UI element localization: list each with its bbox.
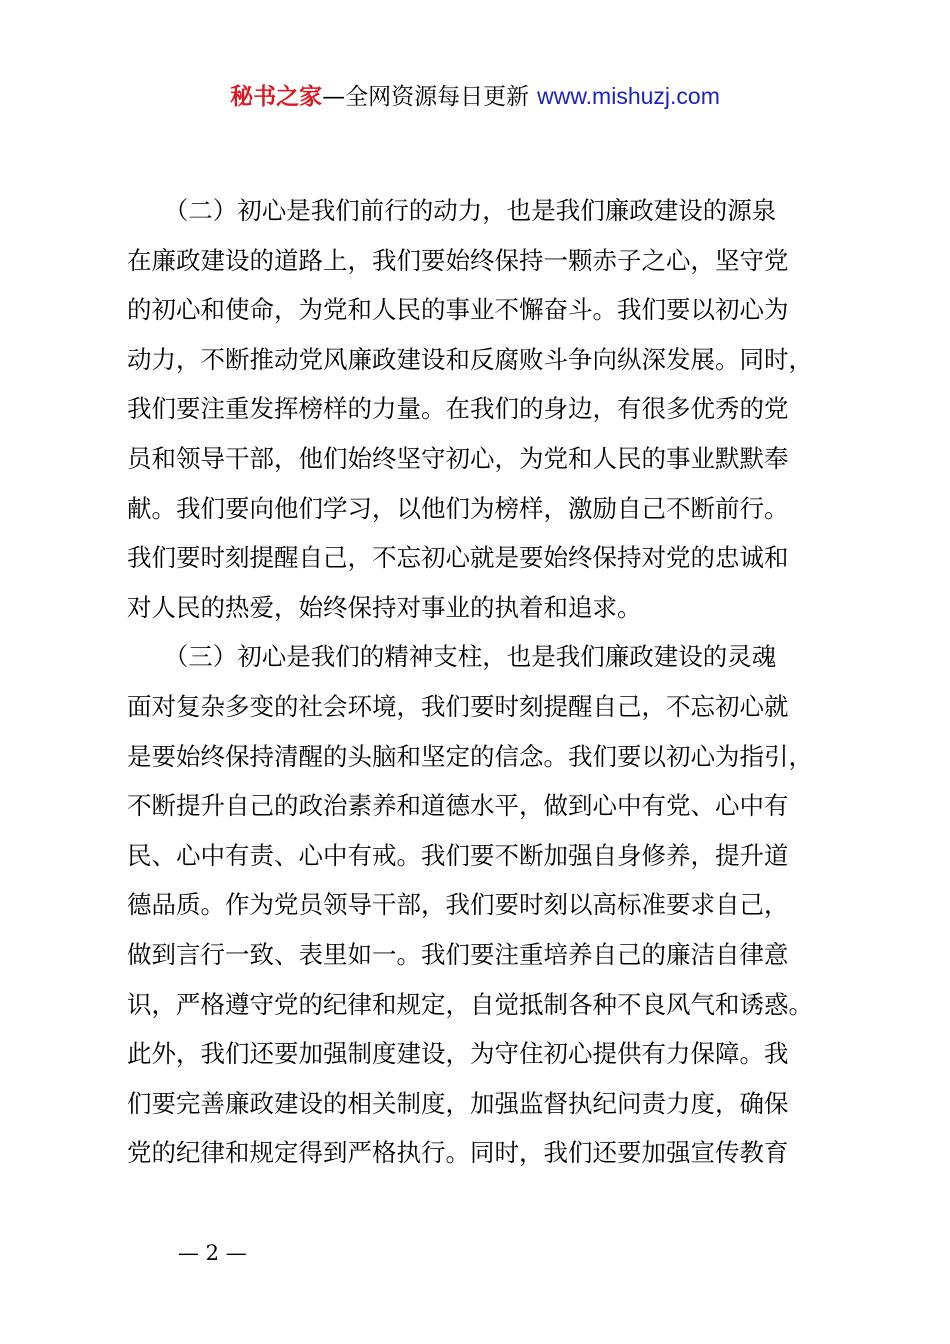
text-line: 德品质。作为党员领导干部，我们要时刻以高标准要求自己， — [127, 890, 789, 920]
text-line: （二）初心是我们前行的动力，也是我们廉政建设的源泉 — [127, 196, 777, 225]
text-line: 在廉政建设的道路上，我们要始终保持一颗赤子之心，坚守党 — [127, 245, 789, 275]
site-url-link[interactable]: www.mishuzj.com — [537, 83, 720, 109]
text-line: 献。我们要向他们学习，以他们为榜样，激励自己不断前行。 — [127, 493, 789, 523]
page-number: — 2 — — [178, 1241, 247, 1265]
site-brand: 秘书之家 — [230, 84, 323, 110]
page-header — [0, 80, 950, 113]
text-line: 是要始终保持清醒的头脑和坚定的信念。我们要以初心为指引， — [127, 741, 813, 771]
text-line: 不断提升自己的政治素养和道德水平，做到心中有党、心中有 — [127, 791, 789, 821]
text-line: 的初心和使命，为党和人民的事业不懈奋斗。我们要以初心为 — [127, 295, 789, 325]
text-line: 我们要注重发挥榜样的力量。在我们的身边，有很多优秀的党 — [127, 394, 789, 424]
text-line: 面对复杂多变的社会环境，我们要时刻提醒自己，不忘初心就 — [127, 691, 789, 721]
text-line: 做到言行一致、表里如一。我们要注重培养自己的廉洁自律意 — [127, 939, 789, 969]
text-line: 对人民的热爱，始终保持对事业的执着和追求。 — [127, 592, 642, 622]
header-tagline: —全网资源每日更新 — [322, 84, 530, 110]
text-line: 民、心中有责、心中有戒。我们要不断加强自身修养，提升道 — [127, 840, 789, 870]
text-line: 们要完善廉政建设的相关制度，加强监督执纪问责力度，确保 — [127, 1088, 789, 1118]
text-line: 识，严格遵守党的纪律和规定，自觉抵制各种不良风气和诱惑。 — [127, 989, 813, 1019]
document-body — [127, 186, 847, 1178]
text-line: 我们要时刻提醒自己，不忘初心就是要始终保持对党的忠诚和 — [127, 543, 789, 573]
text-line: 党的纪律和规定得到严格执行。同时，我们还要加强宣传教育 — [127, 1138, 789, 1168]
text-line: 动力，不断推动党风廉政建设和反腐败斗争向纵深发展。同时， — [127, 344, 813, 374]
text-line: 员和领导干部，他们始终坚守初心，为党和人民的事业默默奉 — [127, 443, 789, 473]
text-line: （三）初心是我们的精神支柱，也是我们廉政建设的灵魂 — [127, 642, 777, 672]
text-line: 此外，我们还要加强制度建设，为守住初心提供有力保障。我 — [127, 1039, 789, 1069]
